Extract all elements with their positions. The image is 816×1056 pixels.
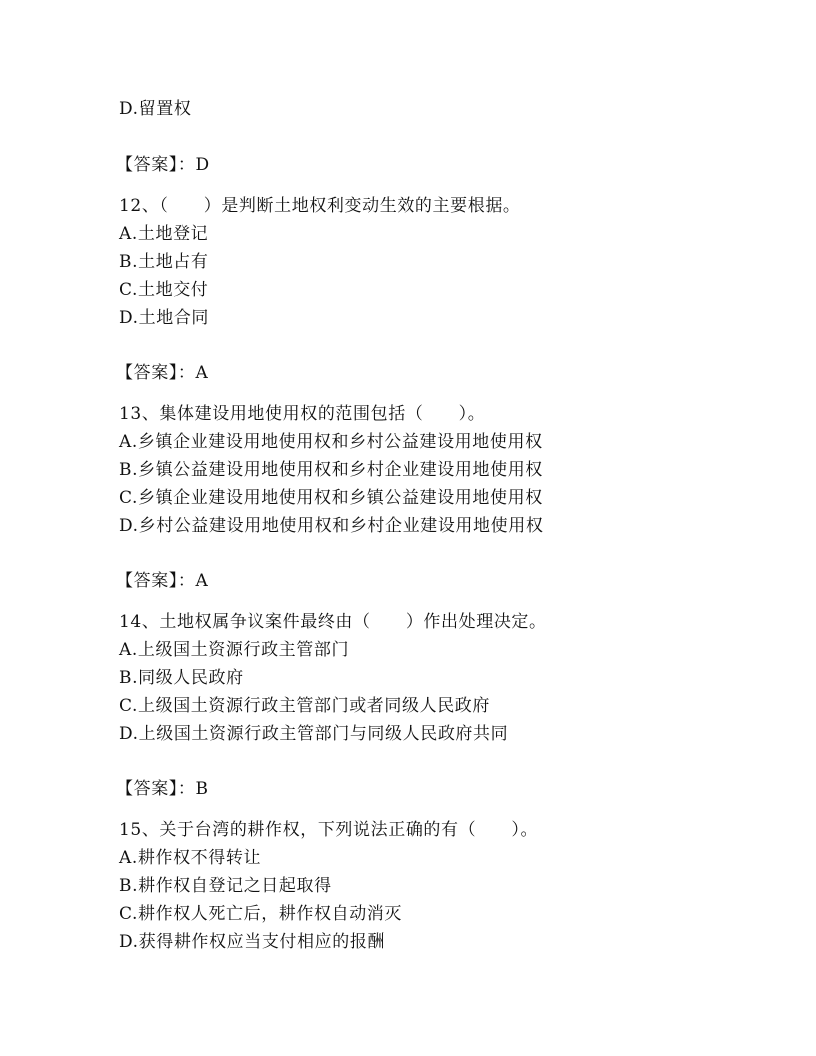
q14-option-d: D.上级国土资源行政主管部门与同级人民政府共同: [119, 724, 509, 744]
q15-option-b: B.耕作权自登记之日起取得: [119, 876, 332, 896]
q14-option-a: A.上级国土资源行政主管部门: [119, 640, 350, 660]
q13-option-c: C.乡镇企业建设用地使用权和乡镇公益建设用地使用权: [119, 488, 543, 508]
q12-stem: 12、（ ）是判断土地权利变动生效的主要根据。: [119, 196, 521, 216]
q12-option-c: C.土地交付: [119, 280, 209, 300]
q12-option-d: D.土地合同: [119, 308, 210, 328]
q14-stem: 14、土地权属争议案件最终由（ ）作出处理决定。: [119, 612, 547, 632]
q14-option-b: B.同级人民政府: [119, 668, 244, 688]
q12-answer: 【答案】：A: [116, 363, 209, 383]
q13-option-d: D.乡村公益建设用地使用权和乡村企业建设用地使用权: [119, 516, 544, 536]
q12-option-b: B.土地占有: [119, 252, 209, 272]
q15-option-a: A.耕作权不得转让: [119, 848, 262, 868]
prev-option-d: D.留置权: [119, 99, 192, 119]
q13-option-b: B.乡镇公益建设用地使用权和乡村企业建设用地使用权: [119, 460, 543, 480]
q13-option-a: A.乡镇企业建设用地使用权和乡村公益建设用地使用权: [119, 432, 543, 452]
q12-option-a: A.土地登记: [119, 224, 209, 244]
q15-stem: 15、关于台湾的耕作权，下列说法正确的有（ ）。: [119, 820, 539, 840]
q15-option-d: D.获得耕作权应当支付相应的报酬: [119, 932, 386, 952]
q13-stem: 13、集体建设用地使用权的范围包括（ ）。: [119, 404, 486, 424]
q14-answer: 【答案】：B: [116, 779, 209, 799]
q13-answer: 【答案】：A: [116, 571, 209, 591]
q14-option-c: C.上级国土资源行政主管部门或者同级人民政府: [119, 696, 491, 716]
q15-option-c: C.耕作权人死亡后，耕作权自动消灭: [119, 904, 403, 924]
prev-answer: 【答案】：D: [116, 155, 210, 175]
